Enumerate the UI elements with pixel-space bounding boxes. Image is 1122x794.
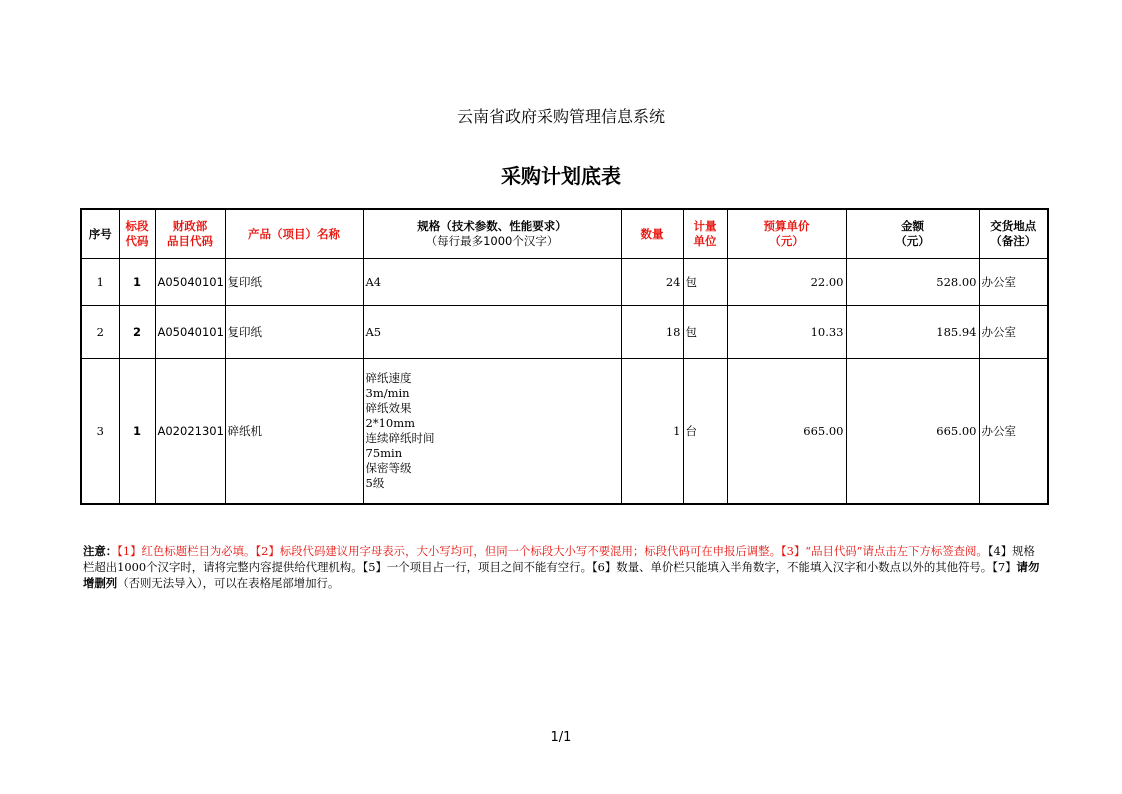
cell-delivery-place: 办公室 <box>979 259 1048 306</box>
notes-label: 注意： <box>83 544 118 558</box>
cell-unit: 台 <box>683 359 727 505</box>
spec-line: 碎纸速度 <box>365 371 412 385</box>
spec-line: 2*10mm <box>365 416 416 430</box>
table-row <box>81 306 1048 359</box>
cell-unit: 包 <box>683 306 727 359</box>
note-7-suffix: （否则无法导入），可以在表格尾部增加行。 <box>117 576 340 590</box>
header-unit: 计量 单位 <box>683 209 727 259</box>
cell-delivery-place: 办公室 <box>979 306 1048 359</box>
form-title: 采购计划底表 <box>501 164 621 188</box>
note-4: 【4】规格栏超出1000个汉字时，请将完整内容提供给代理机构。 <box>83 544 1035 574</box>
cell-unit-price: 10.33 <box>727 306 846 359</box>
cell-amount: 528.00 <box>846 259 979 306</box>
cell-spec: A5 <box>363 306 621 359</box>
cell-bid-code: 1 <box>119 259 155 306</box>
table-row <box>81 359 1048 505</box>
header-qty: 数量 <box>621 209 683 259</box>
cell-catalog-code: A02021301 <box>155 359 225 505</box>
cell-delivery-place: 办公室 <box>979 359 1048 505</box>
header-amount: 金额 （元） <box>846 209 979 259</box>
cell-amount: 185.94 <box>846 306 979 359</box>
spec-line: 碎纸效果 <box>365 401 412 415</box>
note-3: 【3】“品目代码”请点击左下方标签查阅。 <box>780 544 988 558</box>
note-5: 【5】一个项目占一行，项目之间不能有空行。 <box>362 560 592 574</box>
cell-seq: 1 <box>81 259 119 306</box>
procurement-plan-table <box>80 208 1049 505</box>
table-row <box>81 259 1048 306</box>
cell-seq: 2 <box>81 306 119 359</box>
cell-unit-price: 665.00 <box>727 359 846 505</box>
cell-spec <box>363 359 621 505</box>
cell-qty: 1 <box>621 359 683 505</box>
note-6: 【6】数量、单价栏只能填入半角数字，不能填入汉字和小数点以外的其他符号。 <box>591 560 993 574</box>
header-seq: 序号 <box>81 209 119 259</box>
cell-qty: 24 <box>621 259 683 306</box>
spec-line: 75min <box>365 446 403 460</box>
note-2: 【2】标段代码建议用字母表示，大小写均可，但同一个标段大小写不要混用；标段代码可在申报后调整。 <box>255 544 781 558</box>
header-unit-price: 预算单价 （元） <box>727 209 846 259</box>
note-1: 【1】红色标题栏目为必填。 <box>117 544 256 558</box>
spec-line: 5级 <box>365 476 385 490</box>
page-number: 1/1 <box>550 730 572 745</box>
notes <box>83 543 1043 591</box>
header-bid-code: 标段 代码 <box>119 209 155 259</box>
cell-product-name: 复印纸 <box>225 306 363 359</box>
spec-line: 连续碎纸时间 <box>365 431 435 445</box>
cell-catalog-code: A05040101 <box>155 259 225 306</box>
cell-product-name: 碎纸机 <box>225 359 363 505</box>
cell-bid-code: 2 <box>119 306 155 359</box>
spec-line: 保密等级 <box>365 461 412 475</box>
cell-unit: 包 <box>683 259 727 306</box>
cell-qty: 18 <box>621 306 683 359</box>
cell-unit-price: 22.00 <box>727 259 846 306</box>
header-spec: 规格（技术参数、性能要求） （每行最多1000个汉字） <box>363 209 621 259</box>
header-product-name: 产品（项目）名称 <box>225 209 363 259</box>
header-row <box>81 209 1048 259</box>
spec-line: 3m/min <box>365 386 410 400</box>
cell-bid-code: 1 <box>119 359 155 505</box>
cell-product-name: 复印纸 <box>225 259 363 306</box>
cell-catalog-code: A05040101 <box>155 306 225 359</box>
note-7-emphasis: 请勿增删列 <box>83 560 1040 590</box>
header-catalog-code: 财政部 品目代码 <box>155 209 225 259</box>
system-title: 云南省政府采购管理信息系统 <box>456 107 665 126</box>
note-7-prefix: 【7】 <box>992 560 1017 574</box>
cell-seq: 3 <box>81 359 119 505</box>
cell-spec: A4 <box>363 259 621 306</box>
cell-amount: 665.00 <box>846 359 979 505</box>
header-delivery-place: 交货地点 （备注） <box>979 209 1048 259</box>
